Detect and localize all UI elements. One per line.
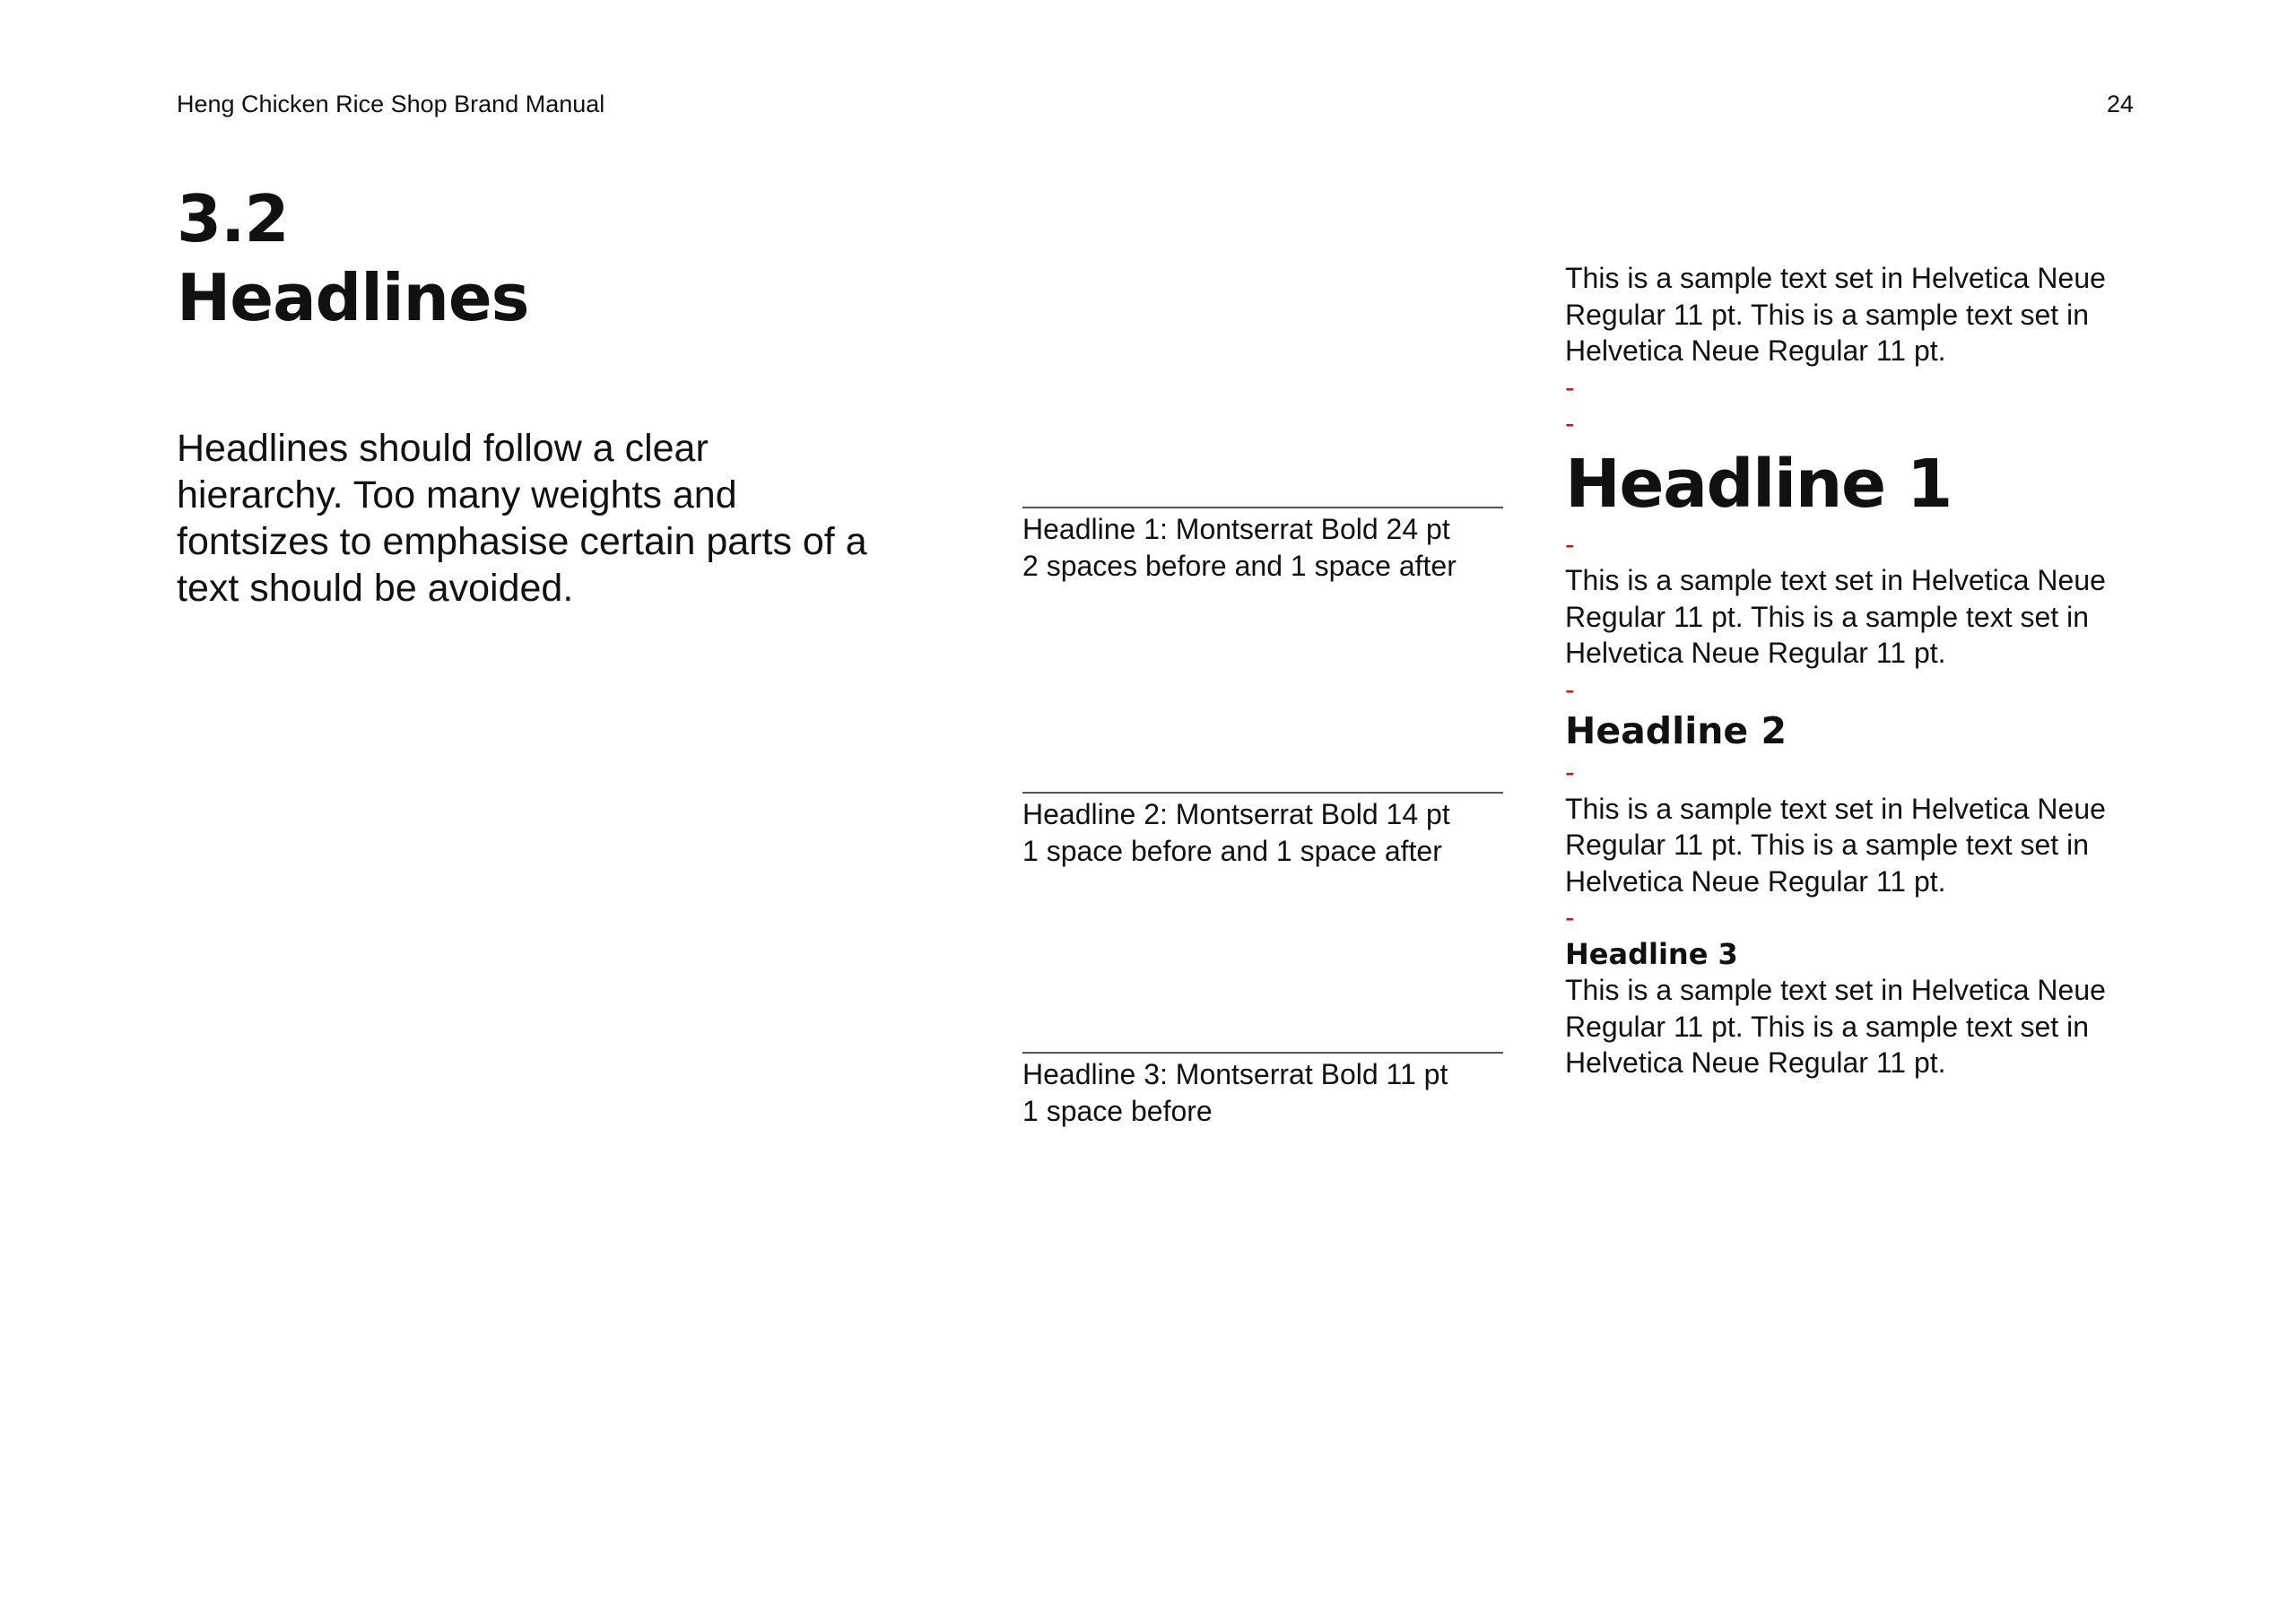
- intro-paragraph: Headlines should follow a clear hierarchy. Too many weights and fontsizes to emphasise certain parts of a text should be avoided.: [177, 427, 867, 610]
- space-marker: -: [1565, 673, 1575, 706]
- space-marker: -: [1565, 527, 1575, 560]
- sample-paragraph-1: This is a sample text set in Helvetica Neue Regular 11 pt. This is a sample text set in Helvetica Neue Regular 11 pt.: [1565, 262, 2106, 367]
- sample-paragraph-3: This is a sample text set in Helvetica Neue Regular 11 pt. This is a sample text set in Helvetica Neue Regular 11 pt.: [1565, 792, 2106, 898]
- space-marker: -: [1565, 901, 1575, 933]
- spec-headline-2-spacing: 1 space before and 1 space after: [1022, 835, 1442, 867]
- sample-headline-1: Headline 1: [1565, 445, 1952, 523]
- section-title: Headlines: [177, 260, 529, 335]
- space-marker: -: [1565, 370, 1575, 404]
- spec-divider-headline-2: [1022, 792, 1503, 794]
- spec-headline-1: [1022, 511, 1525, 585]
- spec-headline-3: [1022, 1056, 1525, 1130]
- sample-column: [1565, 260, 2139, 1081]
- spec-headline-3-spacing: 1 space before: [1022, 1095, 1213, 1127]
- spec-headline-3-font: Headline 3: Montserrat Bold 11 pt: [1022, 1058, 1448, 1090]
- space-marker: -: [1565, 407, 1575, 439]
- space-marker: -: [1565, 756, 1575, 788]
- sample-paragraph-4: This is a sample text set in Helvetica Neue Regular 11 pt. This is a sample text set in Helvetica Neue Regular 11 pt.: [1565, 974, 2106, 1079]
- spec-headline-1-font: Headline 1: Montserrat Bold 24 pt: [1022, 513, 1450, 545]
- page-number: 24: [2106, 91, 2134, 117]
- spec-headline-2: [1022, 796, 1525, 870]
- sample-headline-2: Headline 2: [1565, 709, 1787, 752]
- spec-headline-1-spacing: 2 spaces before and 1 space after: [1022, 550, 1457, 582]
- document-title: Heng Chicken Rice Shop Brand Manual: [177, 91, 605, 117]
- spec-headline-2-font: Headline 2: Montserrat Bold 14 pt: [1022, 798, 1450, 830]
- sample-headline-3: Headline 3: [1565, 936, 1738, 971]
- spec-divider-headline-1: [1022, 507, 1503, 508]
- sample-paragraph-2: This is a sample text set in Helvetica Neue Regular 11 pt. This is a sample text set in Helvetica Neue Regular 11 pt.: [1565, 564, 2106, 669]
- spec-divider-headline-3: [1022, 1052, 1503, 1054]
- section-number: 3.2: [177, 181, 289, 256]
